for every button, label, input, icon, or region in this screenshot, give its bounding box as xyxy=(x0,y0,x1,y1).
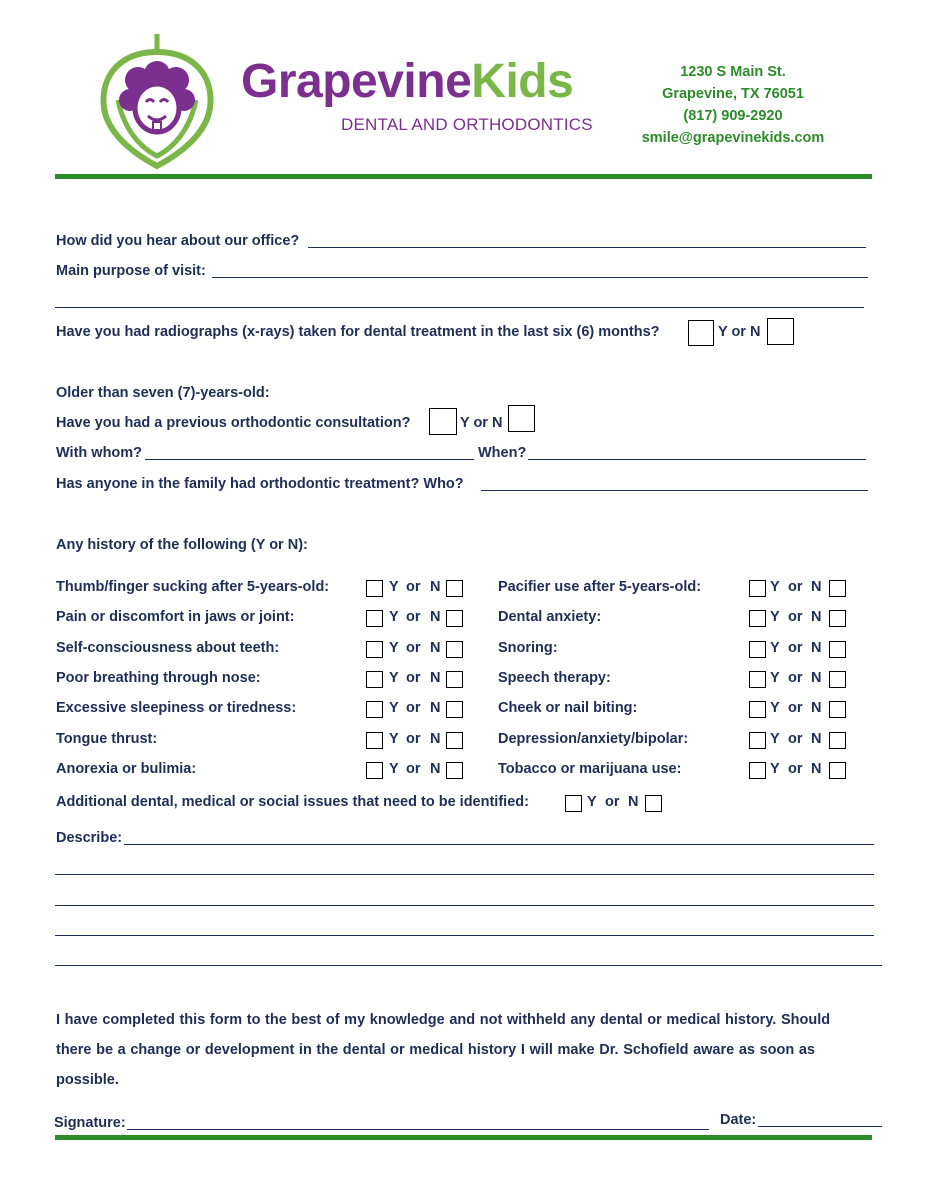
history-right-no-label-1: N xyxy=(811,579,822,595)
history-left-label-4: Poor breathing through nose: xyxy=(56,670,261,686)
additional-no-label: N xyxy=(628,794,639,810)
brand-name-grapevine: Grapevine xyxy=(241,55,472,108)
history-left-or-label-7: or xyxy=(406,761,421,777)
brand-name-kids: Kids xyxy=(471,55,574,108)
history-left-or-label-5: or xyxy=(406,700,421,716)
history-right-yes-label-5: Y xyxy=(770,700,780,716)
attestation-line-3: possible. xyxy=(56,1072,119,1088)
attestation-line-1: I have completed this form to the best of my knowledge and not withheld any dental or medical history. Should xyxy=(56,1012,831,1028)
history-right-no-checkbox-3[interactable] xyxy=(829,641,846,658)
contact-block xyxy=(615,61,851,149)
when-field[interactable] xyxy=(528,459,866,460)
history-right-yes-checkbox-1[interactable] xyxy=(749,580,766,597)
describe-field-line-5[interactable] xyxy=(55,965,882,966)
attestation-line-2: there be a change or development in the dental or medical history I will make Dr. Schofield aware as soon as xyxy=(56,1042,815,1058)
brand-wordmark xyxy=(241,55,574,108)
date-label: Date: xyxy=(720,1112,757,1128)
with-whom-label: With whom? xyxy=(56,445,143,461)
history-right-or-label-6: or xyxy=(788,731,803,747)
history-right-yes-checkbox-2[interactable] xyxy=(749,610,766,627)
hear-about-field[interactable] xyxy=(308,247,866,248)
signature-label: Signature: xyxy=(54,1115,126,1131)
family-ortho-label: Has anyone in the family had orthodontic treatment? Who? xyxy=(56,476,464,492)
history-left-no-label-6: N xyxy=(430,731,441,747)
history-heading: Any history of the following (Y or N): xyxy=(56,537,308,553)
history-left-yes-checkbox-3[interactable] xyxy=(366,641,383,658)
history-right-no-label-4: N xyxy=(811,670,822,686)
history-left-no-checkbox-6[interactable] xyxy=(446,732,463,749)
history-left-or-label-1: or xyxy=(406,579,421,595)
history-right-no-checkbox-2[interactable] xyxy=(829,610,846,627)
history-left-no-label-7: N xyxy=(430,761,441,777)
history-left-yes-checkbox-7[interactable] xyxy=(366,762,383,779)
additional-yes-label: Y xyxy=(587,794,597,810)
history-right-label-7: Tobacco or marijuana use: xyxy=(498,761,682,777)
history-right-or-label-7: or xyxy=(788,761,803,777)
history-left-no-label-3: N xyxy=(430,640,441,656)
history-right-or-label-4: or xyxy=(788,670,803,686)
address-line2: Grapevine, TX 76051 xyxy=(662,86,804,102)
additional-no-checkbox[interactable] xyxy=(645,795,662,812)
history-right-label-4: Speech therapy: xyxy=(498,670,611,686)
history-left-yes-label-3: Y xyxy=(389,640,399,656)
history-left-no-checkbox-4[interactable] xyxy=(446,671,463,688)
history-right-yes-checkbox-6[interactable] xyxy=(749,732,766,749)
history-right-no-checkbox-4[interactable] xyxy=(829,671,846,688)
purpose-field-continued[interactable] xyxy=(55,307,864,308)
additional-yes-checkbox[interactable] xyxy=(565,795,582,812)
purpose-label: Main purpose of visit: xyxy=(56,263,206,279)
older-than-label: Older than seven (7)-years-old: xyxy=(56,385,270,401)
signature-field[interactable] xyxy=(127,1129,709,1130)
ortho-consult-no-checkbox[interactable] xyxy=(508,405,535,432)
history-left-no-label-1: N xyxy=(430,579,441,595)
ortho-consult-yes-checkbox[interactable] xyxy=(429,408,457,435)
history-right-yes-label-7: Y xyxy=(770,761,780,777)
history-right-no-checkbox-7[interactable] xyxy=(829,762,846,779)
history-right-or-label-1: or xyxy=(788,579,803,595)
history-right-no-checkbox-6[interactable] xyxy=(829,732,846,749)
email-address: smile@grapevinekids.com xyxy=(641,130,825,146)
radiographs-yes-checkbox[interactable] xyxy=(688,320,714,346)
history-left-label-3: Self-consciousness about teeth: xyxy=(56,640,280,656)
family-ortho-field[interactable] xyxy=(481,490,868,491)
history-right-label-1: Pacifier use after 5-years-old: xyxy=(498,579,702,595)
additional-issues-label: Additional dental, medical or social issues that need to be identified: xyxy=(56,794,529,810)
history-left-no-label-2: N xyxy=(430,609,441,625)
history-right-no-label-7: N xyxy=(811,761,822,777)
history-right-yes-label-4: Y xyxy=(770,670,780,686)
history-right-yes-checkbox-7[interactable] xyxy=(749,762,766,779)
history-left-or-label-2: or xyxy=(406,609,421,625)
history-right-no-checkbox-5[interactable] xyxy=(829,701,846,718)
radiographs-label: Have you had radiographs (x-rays) taken for dental treatment in the last six (6) months? xyxy=(56,324,660,340)
history-left-yes-checkbox-4[interactable] xyxy=(366,671,383,688)
describe-field-line-3[interactable] xyxy=(55,905,874,906)
history-right-label-6: Depression/anxiety/bipolar: xyxy=(498,731,689,747)
history-left-label-1: Thumb/finger sucking after 5-years-old: xyxy=(56,579,330,595)
history-left-yes-checkbox-2[interactable] xyxy=(366,610,383,627)
logo-mark xyxy=(96,30,218,170)
history-left-or-label-6: or xyxy=(406,731,421,747)
radiographs-no-checkbox[interactable] xyxy=(767,318,794,345)
history-right-no-label-2: N xyxy=(811,609,822,625)
address-line1: 1230 S Main St. xyxy=(680,64,786,80)
lion-grape-icon xyxy=(96,30,218,170)
radiographs-yn-label: Y or N xyxy=(718,324,761,340)
history-right-no-checkbox-1[interactable] xyxy=(829,580,846,597)
history-right-or-label-3: or xyxy=(788,640,803,656)
phone-number: (817) 909-2920 xyxy=(683,108,783,124)
history-left-yes-label-4: Y xyxy=(389,670,399,686)
history-left-label-6: Tongue thrust: xyxy=(56,731,158,747)
history-left-no-checkbox-7[interactable] xyxy=(446,762,463,779)
footer-divider xyxy=(55,1135,872,1140)
header-divider xyxy=(55,174,872,179)
history-right-yes-label-1: Y xyxy=(770,579,780,595)
history-left-yes-checkbox-6[interactable] xyxy=(366,732,383,749)
history-right-or-label-5: or xyxy=(788,700,803,716)
history-left-no-checkbox-1[interactable] xyxy=(446,580,463,597)
with-whom-field[interactable] xyxy=(145,459,474,460)
history-left-label-2: Pain or discomfort in jaws or joint: xyxy=(56,609,295,625)
ortho-consult-yn-label: Y or N xyxy=(460,415,503,431)
history-left-label-7: Anorexia or bulimia: xyxy=(56,761,197,777)
history-left-yes-checkbox-1[interactable] xyxy=(366,580,383,597)
ortho-consult-label: Have you had a previous orthodontic consultation? xyxy=(56,415,411,431)
history-left-no-label-4: N xyxy=(430,670,441,686)
history-left-yes-label-2: Y xyxy=(389,609,399,625)
history-left-yes-label-5: Y xyxy=(389,700,399,716)
history-right-yes-checkbox-4[interactable] xyxy=(749,671,766,688)
describe-field-line-4[interactable] xyxy=(55,935,874,936)
additional-or-label: or xyxy=(605,794,620,810)
history-right-yes-label-2: Y xyxy=(770,609,780,625)
history-right-label-3: Snoring: xyxy=(498,640,558,656)
purpose-field[interactable] xyxy=(212,277,868,278)
history-left-no-checkbox-3[interactable] xyxy=(446,641,463,658)
hear-about-label: How did you hear about our office? xyxy=(56,233,300,249)
history-left-yes-checkbox-5[interactable] xyxy=(366,701,383,718)
history-right-yes-label-3: Y xyxy=(770,640,780,656)
history-right-or-label-2: or xyxy=(788,609,803,625)
history-right-label-5: Cheek or nail biting: xyxy=(498,700,638,716)
history-left-label-5: Excessive sleepiness or tiredness: xyxy=(56,700,297,716)
history-right-label-2: Dental anxiety: xyxy=(498,609,602,625)
describe-field-line-1[interactable] xyxy=(124,844,874,845)
describe-label: Describe: xyxy=(56,830,123,846)
history-right-no-label-5: N xyxy=(811,700,822,716)
history-left-yes-label-7: Y xyxy=(389,761,399,777)
history-left-or-label-4: or xyxy=(406,670,421,686)
describe-field-line-2[interactable] xyxy=(55,874,874,875)
date-field[interactable] xyxy=(758,1126,882,1127)
history-left-yes-label-6: Y xyxy=(389,731,399,747)
history-left-yes-label-1: Y xyxy=(389,579,399,595)
history-right-no-label-3: N xyxy=(811,640,822,656)
history-left-or-label-3: or xyxy=(406,640,421,656)
history-left-no-checkbox-5[interactable] xyxy=(446,701,463,718)
history-right-yes-checkbox-3[interactable] xyxy=(749,641,766,658)
history-left-no-checkbox-2[interactable] xyxy=(446,610,463,627)
history-right-no-label-6: N xyxy=(811,731,822,747)
history-right-yes-label-6: Y xyxy=(770,731,780,747)
brand-tagline: DENTAL AND ORTHODONTICS xyxy=(341,115,593,134)
history-right-yes-checkbox-5[interactable] xyxy=(749,701,766,718)
history-left-no-label-5: N xyxy=(430,700,441,716)
when-label: When? xyxy=(478,445,527,461)
